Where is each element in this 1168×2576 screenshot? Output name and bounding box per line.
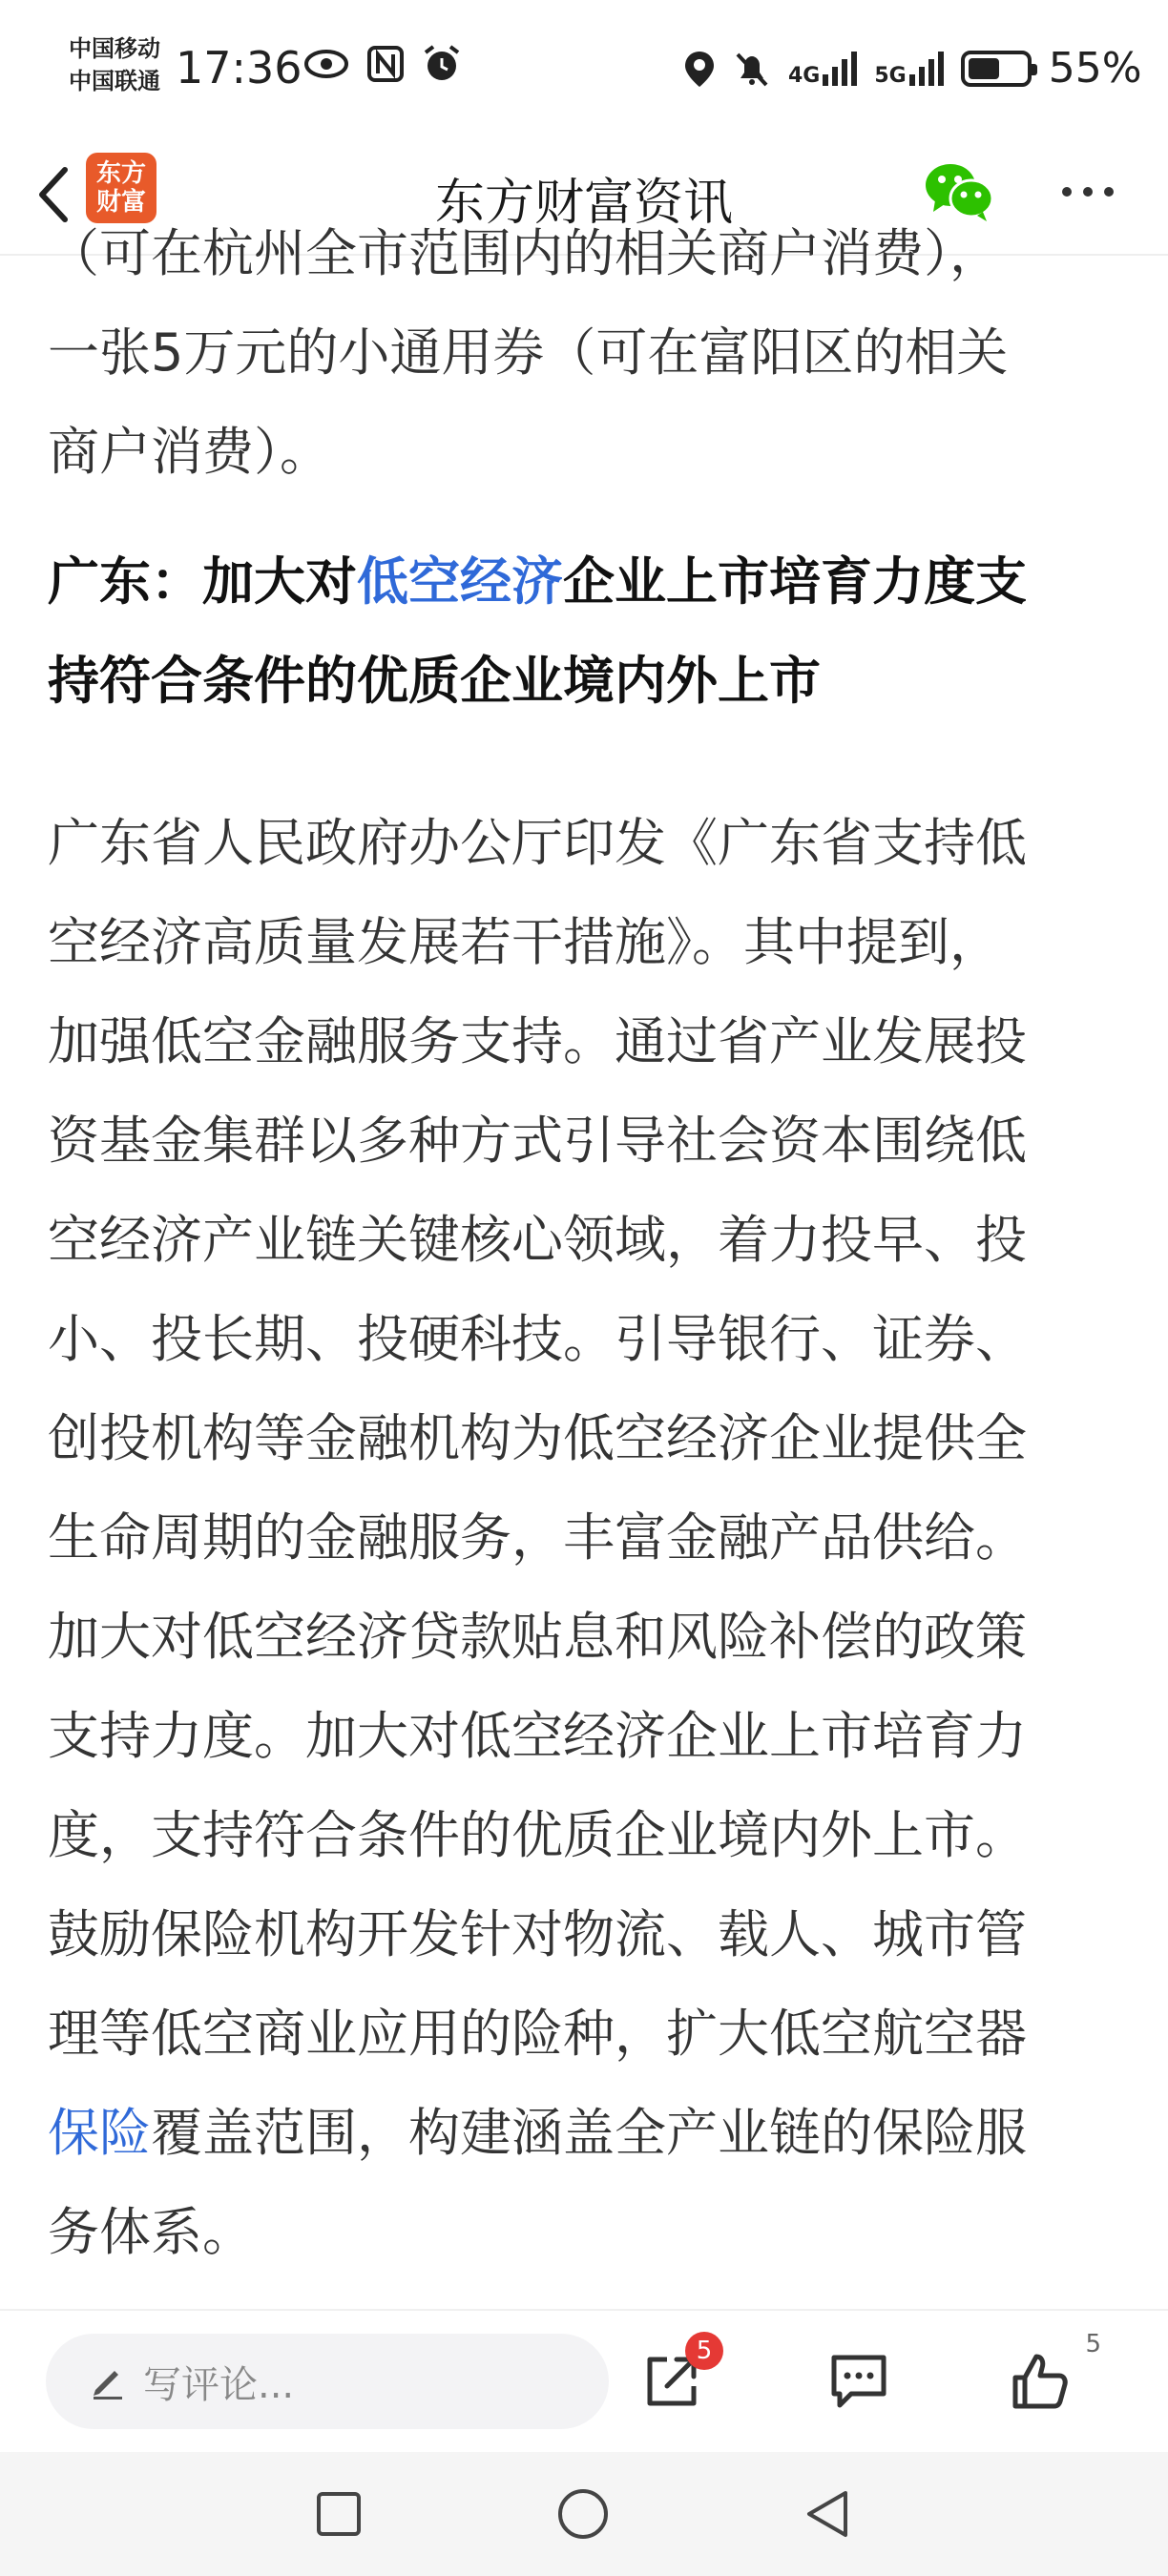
more-dots-icon [1083, 187, 1093, 197]
more-dots-icon [1062, 187, 1072, 197]
keyword-link-insurance[interactable]: 保险 [48, 2103, 151, 2163]
logo-line-2: 财富 [95, 188, 146, 217]
share-count-badge: 5 [685, 2332, 723, 2370]
text-line: 支持力度。加大对低空经济企业上市培育力 [48, 1706, 1027, 1766]
status-icons-left [303, 44, 462, 84]
carrier-1: 中国移动 [69, 35, 160, 62]
recent-apps-button[interactable] [305, 2481, 372, 2547]
section-heading [48, 532, 1124, 731]
text-line: 资基金集群以多种方式引导社会资本围绕低 [48, 1111, 1027, 1171]
paragraph-2 [48, 794, 1124, 2282]
paragraph-1 [48, 303, 1124, 502]
text-line: 创投机构等金融机构为低空经济企业提供全 [48, 1408, 1027, 1468]
text-line: 理等低空商业应用的险种，扩大低空航空器 [48, 2004, 1027, 2064]
network-5g-label: 5G [874, 63, 907, 88]
mute-bell-icon [733, 50, 771, 88]
comment-bubble-icon [828, 2352, 889, 2411]
system-back-button[interactable] [794, 2481, 861, 2547]
text-line: 加大对低空经济贷款贴息和风险补偿的政策 [48, 1607, 1027, 1667]
text-line: 鼓励保险机构开发针对物流、载人、城市管 [48, 1904, 1027, 1964]
battery-fill [969, 58, 999, 79]
circle-icon [556, 2487, 610, 2541]
text-line: 空经济产业链关键核心领域，着力投早、投 [48, 1210, 1027, 1270]
signal-5g [874, 52, 943, 86]
cut-off-line: （可在杭州全市范围内的相关商户消费）， [48, 223, 1001, 283]
text-line: 务体系。 [48, 2202, 254, 2262]
carrier-info [69, 32, 160, 97]
text-span: 覆盖范围，构建涵盖全产业链的保险服 [151, 2103, 1027, 2163]
heading-line-2: 持符合条件的优质企业境内外上市 [48, 651, 821, 711]
heading-prefix: 广东：加大对 [48, 551, 357, 612]
status-icons-right [683, 44, 1142, 93]
text-line: 小、投长期、投硬科技。引导银行、证券、 [48, 1309, 1027, 1369]
share-button[interactable] [634, 2337, 713, 2420]
home-button[interactable] [550, 2481, 616, 2547]
like-count: 5 [1085, 2330, 1101, 2358]
pencil-icon [90, 2363, 126, 2399]
text-line: 商户消费）。 [48, 422, 331, 482]
carrier-2: 中国联通 [69, 68, 160, 94]
location-icon [683, 50, 716, 88]
action-bar [0, 2309, 1168, 2452]
keyword-link-low-altitude-economy[interactable]: 低空经济 [357, 551, 563, 612]
battery-icon [961, 51, 1032, 87]
triangle-back-icon [802, 2487, 853, 2541]
network-4g-label: 4G [788, 63, 821, 88]
status-bar [0, 0, 1168, 134]
system-nav-bar [0, 2452, 1168, 2576]
eye-icon [303, 47, 349, 81]
more-dots-icon [1104, 187, 1114, 197]
heading-line-1 [48, 532, 1124, 632]
signal-bars-icon [823, 52, 857, 86]
text-line [48, 2084, 1124, 2183]
comment-input[interactable] [46, 2334, 609, 2429]
nfc-icon [366, 45, 405, 83]
status-time: 17:36 [176, 42, 302, 93]
text-line: 加强低空金融服务支持。通过省产业发展投 [48, 1011, 1027, 1071]
heading-suffix: 企业上市培育力度支 [563, 551, 1027, 612]
square-icon [315, 2490, 363, 2538]
more-button[interactable] [1050, 158, 1126, 225]
text-line: 空经济高质量发展若干措施》。其中提到， [48, 912, 1001, 972]
text-line: 广东省人民政府办公厅印发《广东省支持低 [48, 813, 1027, 873]
comments-button[interactable] [821, 2343, 897, 2420]
battery-percent: 55% [1048, 44, 1142, 93]
thumbs-up-icon [1010, 2351, 1071, 2412]
page-title: 东方财富资讯 [434, 175, 733, 232]
alarm-icon [422, 44, 462, 84]
comment-placeholder: 写评论... [143, 2362, 295, 2407]
signal-bars-icon [909, 52, 944, 86]
like-button[interactable] [1002, 2330, 1101, 2420]
article-body [48, 223, 1124, 2307]
signal-4g [788, 52, 857, 86]
text-line: 度，支持符合条件的优质企业境内外上市。 [48, 1805, 1027, 1865]
logo-line-1: 东方 [95, 159, 146, 188]
text-line: 一张5万元的小通用券（可在富阳区的相关 [48, 322, 1009, 383]
text-line: 生命周期的金融服务，丰富金融产品供给。 [48, 1507, 1027, 1568]
